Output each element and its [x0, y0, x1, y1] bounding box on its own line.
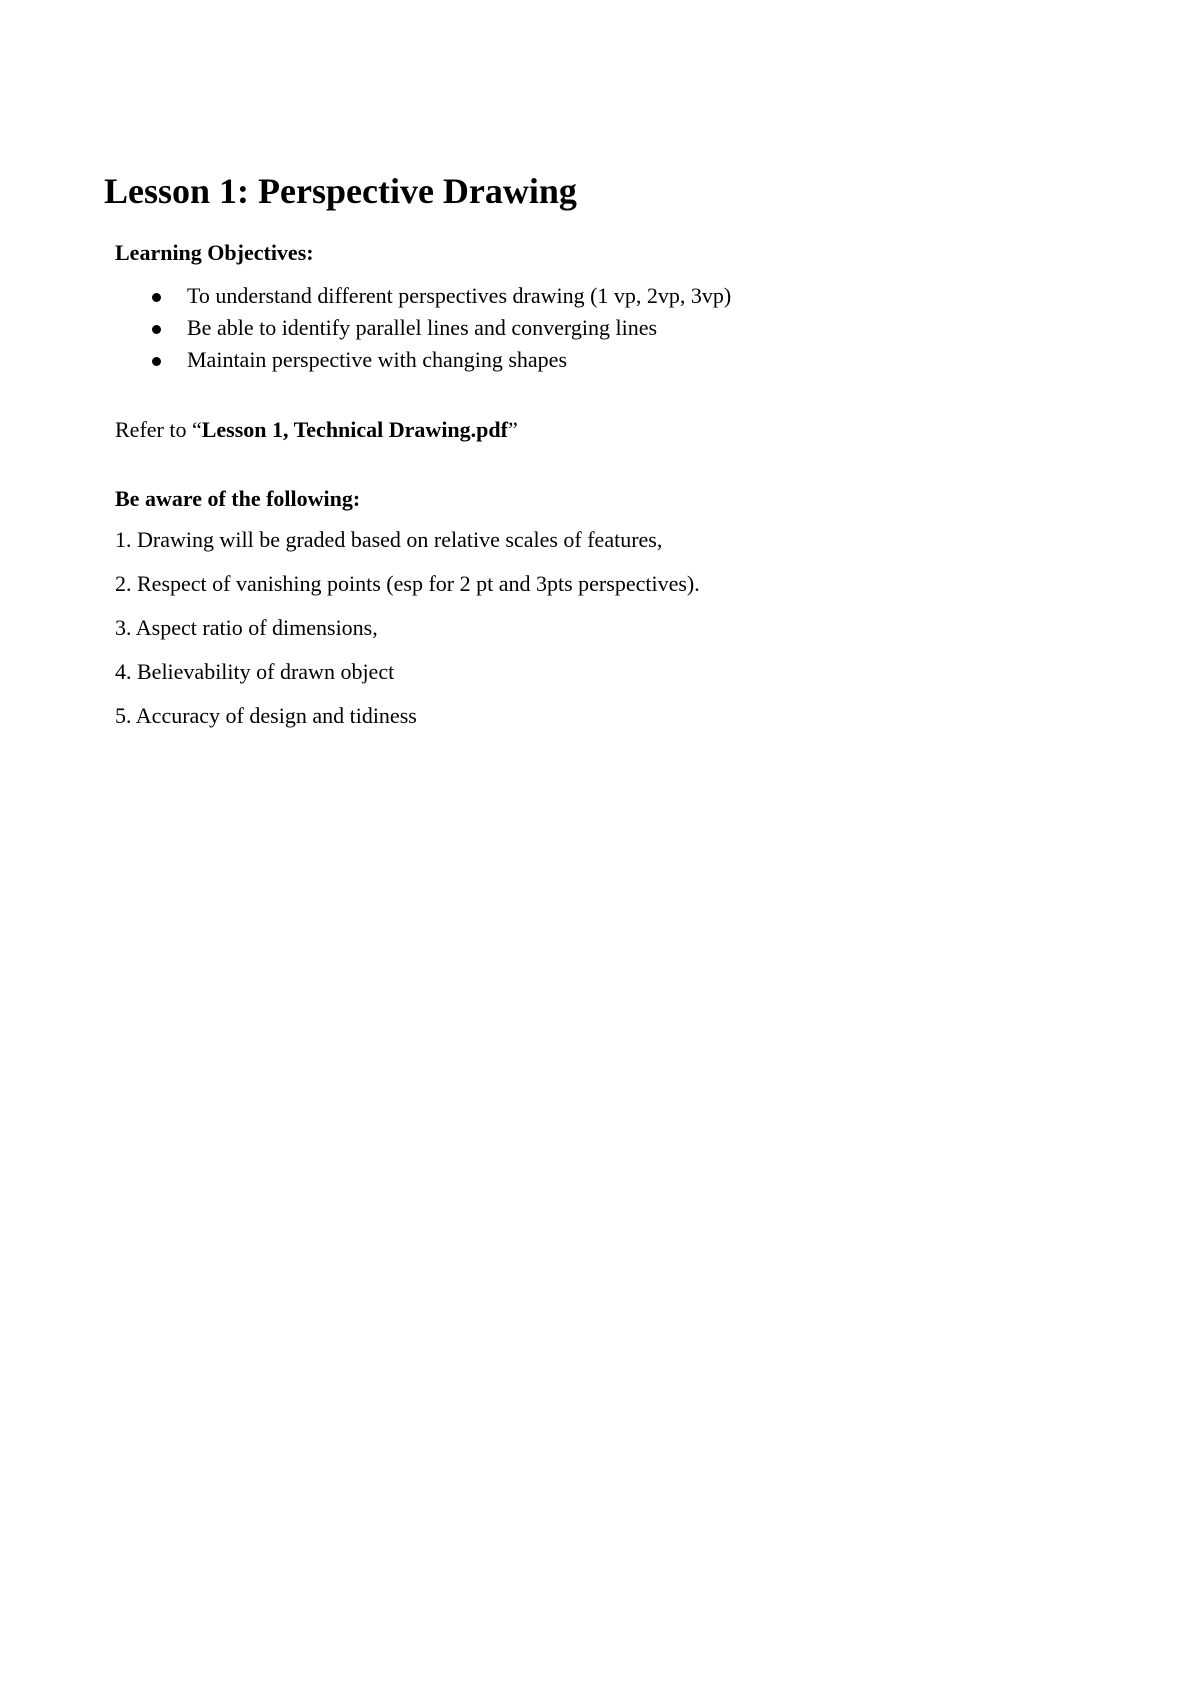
lesson-title: Lesson 1: Perspective Drawing [104, 171, 577, 211]
aware-list [115, 524, 1084, 732]
aware-item: 2. Respect of vanishing points (esp for 2 pt and 3pts perspectives). [115, 570, 700, 596]
bullet-icon [152, 357, 161, 366]
document-content [104, 172, 1084, 744]
aware-heading: Be aware of the following: [115, 485, 361, 511]
objectives-list [104, 280, 1084, 376]
objective-text: Maintain perspective with changing shapes [187, 346, 568, 372]
objective-item [104, 280, 1084, 312]
bullet-icon [152, 293, 161, 302]
refer-suffix: ” [507, 416, 518, 442]
refer-line [115, 414, 1084, 446]
aware-item: 4. Believability of drawn object [115, 658, 395, 684]
aware-item: 1. Drawing will be graded based on relative scales of features, [115, 526, 663, 552]
objectives-heading: Learning Objectives: [115, 239, 314, 265]
aware-item: 3. Aspect ratio of dimensions, [115, 614, 378, 640]
objective-text: Be able to identify parallel lines and converging lines [187, 314, 658, 340]
bullet-icon [152, 325, 161, 334]
objective-item [104, 312, 1084, 344]
refer-prefix: Refer to “ [115, 416, 202, 442]
aware-item: 5. Accuracy of design and tidiness [115, 702, 417, 728]
refer-file-name: Lesson 1, Technical Drawing.pdf [201, 416, 508, 442]
objective-text: To understand different perspectives drawing (1 vp, 2vp, 3vp) [187, 282, 732, 308]
objective-item [104, 344, 1084, 376]
